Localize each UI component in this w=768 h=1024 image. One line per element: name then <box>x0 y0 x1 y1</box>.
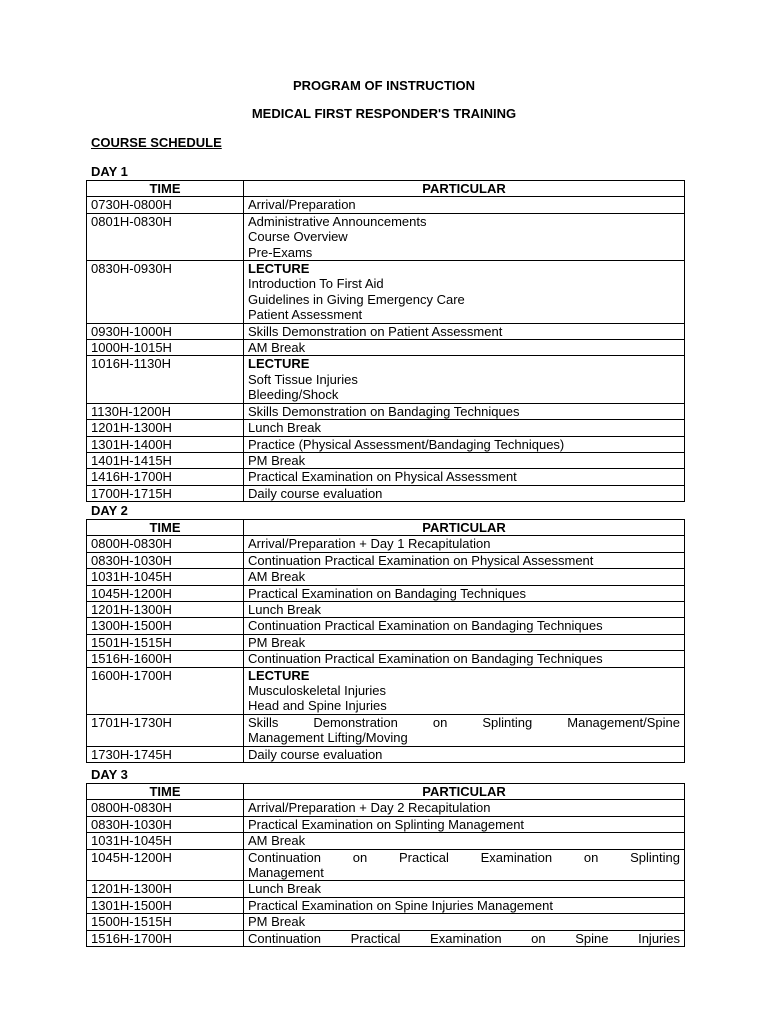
particular-line: Continuation Practical Examination on Bandaging Techniques <box>248 618 603 634</box>
time-cell: 0800H-0830H <box>87 536 244 552</box>
particular-cell <box>244 833 685 849</box>
particular-line: Skills Demonstration on Patient Assessment <box>248 323 503 339</box>
time-cell: 0930H-1000H <box>87 323 244 339</box>
particular-line: Management Lifting/Moving <box>248 730 408 746</box>
table-row <box>87 536 685 552</box>
particular-cell <box>244 746 685 762</box>
time-cell: 1401H-1415H <box>87 452 244 468</box>
program-title: PROGRAM OF INSTRUCTION <box>293 78 475 93</box>
particular-line: Pre-Exams <box>248 244 313 260</box>
time-cell: 1501H-1515H <box>87 634 244 650</box>
particular-cell <box>244 651 685 667</box>
particular-line: Lunch Break <box>248 602 321 618</box>
particular-line: AM Break <box>248 833 306 849</box>
time-cell: 1130H-1200H <box>87 403 244 419</box>
day-3-schedule-table <box>86 783 685 947</box>
particular-line: Bleeding/Shock <box>248 387 339 403</box>
table-row <box>87 436 685 452</box>
particular-cell <box>244 552 685 568</box>
training-title: MEDICAL FIRST RESPONDER'S TRAINING <box>251 106 517 121</box>
particular-line: Musculoskeletal Injuries <box>248 683 387 699</box>
table-row <box>87 849 685 881</box>
particular-line: Lunch Break <box>248 881 321 897</box>
time-cell: 0830H-0930H <box>87 261 244 324</box>
table-row <box>87 552 685 568</box>
table-row <box>87 469 685 485</box>
particular-line: Guidelines in Giving Emergency Care <box>248 291 465 307</box>
particular-cell <box>244 714 685 746</box>
particular-cell <box>244 618 685 634</box>
time-cell: 1301H-1500H <box>87 897 244 913</box>
particular-cell <box>244 585 685 601</box>
particular-line: PM Break <box>248 452 306 468</box>
table-row <box>87 897 685 913</box>
table-row <box>87 714 685 746</box>
time-cell: 0800H-0830H <box>87 800 244 816</box>
particular-cell <box>244 667 685 714</box>
particular-line: Head and Spine Injuries <box>248 698 387 714</box>
particular-line: Patient Assessment <box>248 307 363 323</box>
table-row <box>87 356 685 403</box>
time-cell: 1416H-1700H <box>87 469 244 485</box>
particular-column-header: PARTICULAR <box>244 784 685 800</box>
particular-column-header: PARTICULAR <box>244 181 685 197</box>
particular-line: Practical Examination on Physical Assessment <box>248 469 517 485</box>
particular-cell <box>244 323 685 339</box>
particular-cell <box>244 261 685 324</box>
particular-cell <box>244 602 685 618</box>
particular-cell <box>244 881 685 897</box>
table-row <box>87 261 685 324</box>
particular-cell <box>244 436 685 452</box>
particular-cell <box>244 485 685 501</box>
table-row <box>87 667 685 714</box>
particular-line: Skills Demonstration on Bandaging Techniques <box>248 403 520 419</box>
particular-cell <box>244 569 685 585</box>
particular-cell <box>244 816 685 832</box>
table-row <box>87 930 685 946</box>
table-row <box>87 420 685 436</box>
particular-line: PM Break <box>248 914 306 930</box>
particular-cell <box>244 420 685 436</box>
time-column-header: TIME <box>87 784 244 800</box>
table-row <box>87 403 685 419</box>
particular-cell <box>244 469 685 485</box>
time-cell: 0830H-1030H <box>87 552 244 568</box>
particular-column-header: PARTICULAR <box>244 520 685 536</box>
time-cell: 0730H-0800H <box>87 197 244 213</box>
particular-line: Management <box>248 865 324 881</box>
table-row <box>87 881 685 897</box>
particular-line: Administrative Announcements <box>248 213 427 229</box>
table-row <box>87 816 685 832</box>
particular-cell <box>244 340 685 356</box>
table-row <box>87 569 685 585</box>
particular-line: Practical Examination on Spine Injuries Management <box>248 897 553 913</box>
time-cell: 1045H-1200H <box>87 585 244 601</box>
particular-line: Continuation Practical Examination on Bandaging Techniques <box>248 651 603 667</box>
particular-line: AM Break <box>248 340 306 356</box>
particular-cell <box>244 536 685 552</box>
particular-line: Arrival/Preparation + Day 2 Recapitulation <box>248 800 491 816</box>
table-row <box>87 618 685 634</box>
time-cell: 1730H-1745H <box>87 746 244 762</box>
table-row <box>87 323 685 339</box>
particular-cell <box>244 356 685 403</box>
particular-line: Daily course evaluation <box>248 485 383 501</box>
particular-cell <box>244 403 685 419</box>
particular-line: PM Break <box>248 634 306 650</box>
time-cell: 1700H-1715H <box>87 485 244 501</box>
time-cell: 1600H-1700H <box>87 667 244 714</box>
particular-cell <box>244 452 685 468</box>
time-cell: 1031H-1045H <box>87 569 244 585</box>
particular-cell <box>244 930 685 946</box>
day-3-label: DAY 3 <box>91 767 128 782</box>
particular-line: Soft Tissue Injuries <box>248 371 358 387</box>
table-row <box>87 485 685 501</box>
day-2-schedule-table <box>86 519 685 763</box>
time-cell: 1201H-1300H <box>87 602 244 618</box>
table-row <box>87 602 685 618</box>
time-cell: 1000H-1015H <box>87 340 244 356</box>
particular-cell <box>244 213 685 260</box>
particular-line: Introduction To First Aid <box>248 276 384 292</box>
particular-line: Continuation Practical Examination on Physical Assessment <box>248 552 594 568</box>
particular-line: Arrival/Preparation + Day 1 Recapitulation <box>248 536 491 552</box>
particular-line: Course Overview <box>248 229 348 245</box>
table-header-row <box>87 181 685 197</box>
table-row <box>87 585 685 601</box>
particular-cell <box>244 800 685 816</box>
time-cell: 1500H-1515H <box>87 914 244 930</box>
table-row <box>87 833 685 849</box>
table-row <box>87 634 685 650</box>
time-cell: 1300H-1500H <box>87 618 244 634</box>
table-row <box>87 746 685 762</box>
course-schedule-heading: COURSE SCHEDULE <box>91 135 222 150</box>
time-cell: 1701H-1730H <box>87 714 244 746</box>
time-cell: 1045H-1200H <box>87 849 244 881</box>
time-cell: 1016H-1130H <box>87 356 244 403</box>
time-cell: 1301H-1400H <box>87 436 244 452</box>
table-row <box>87 914 685 930</box>
particular-line: Practical Examination on Bandaging Techniques <box>248 585 526 601</box>
time-cell: 0801H-0830H <box>87 213 244 260</box>
particular-line: Lunch Break <box>248 420 321 436</box>
particular-line: Daily course evaluation <box>248 746 383 762</box>
particular-cell <box>244 197 685 213</box>
table-row <box>87 213 685 260</box>
table-row <box>87 340 685 356</box>
particular-cell <box>244 634 685 650</box>
particular-line: Skills Demonstration on Splinting Management/Spine <box>248 714 680 730</box>
particular-line: Continuation Practical Examination on Spine Injuries <box>248 930 680 946</box>
day-1-schedule-table <box>86 180 685 502</box>
particular-line: Continuation on Practical Examination on Splinting <box>248 849 680 865</box>
table-header-row <box>87 784 685 800</box>
lecture-heading: LECTURE <box>248 261 310 277</box>
particular-cell <box>244 849 685 881</box>
table-row <box>87 800 685 816</box>
time-column-header: TIME <box>87 181 244 197</box>
time-column-header: TIME <box>87 520 244 536</box>
table-row <box>87 452 685 468</box>
particular-line: Arrival/Preparation <box>248 197 356 213</box>
day-1-label: DAY 1 <box>91 164 128 179</box>
time-cell: 0830H-1030H <box>87 816 244 832</box>
table-row <box>87 651 685 667</box>
particular-cell <box>244 897 685 913</box>
time-cell: 1516H-1600H <box>87 651 244 667</box>
lecture-heading: LECTURE <box>248 356 310 372</box>
particular-line: AM Break <box>248 569 306 585</box>
lecture-heading: LECTURE <box>248 667 310 683</box>
particular-line: Practice (Physical Assessment/Bandaging Techniques) <box>248 436 565 452</box>
particular-cell <box>244 914 685 930</box>
time-cell: 1201H-1300H <box>87 420 244 436</box>
table-row <box>87 197 685 213</box>
particular-line: Practical Examination on Splinting Management <box>248 816 525 832</box>
day-2-label: DAY 2 <box>91 503 128 518</box>
table-header-row <box>87 520 685 536</box>
time-cell: 1516H-1700H <box>87 930 244 946</box>
time-cell: 1201H-1300H <box>87 881 244 897</box>
time-cell: 1031H-1045H <box>87 833 244 849</box>
